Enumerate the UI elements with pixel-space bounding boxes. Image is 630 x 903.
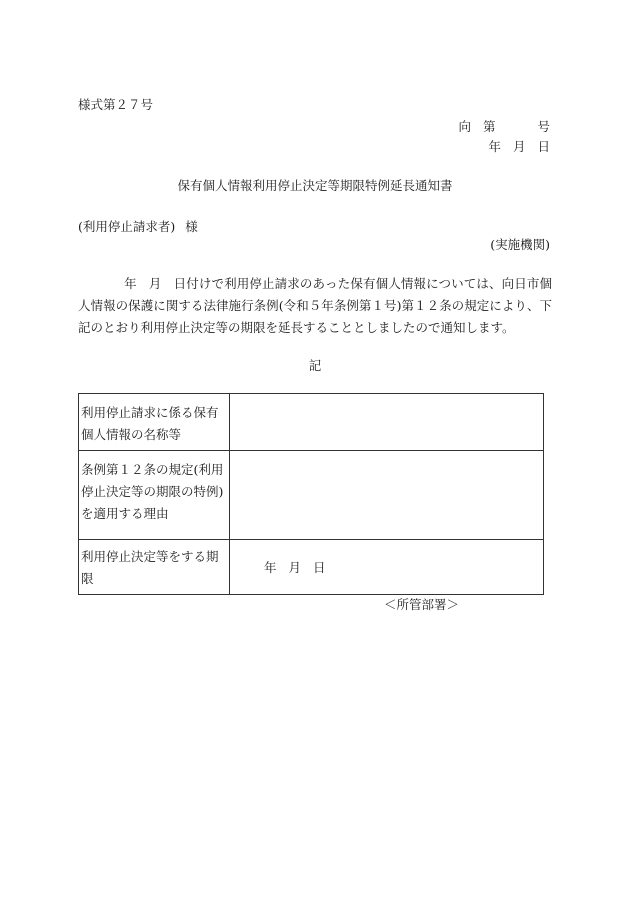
document-title: 保有個人情報利用停止決定等期限特例延長通知書 <box>177 178 453 193</box>
ki-heading: 記 <box>308 358 322 373</box>
sender: (実施機関) <box>490 237 550 252</box>
details-table <box>78 393 544 595</box>
doc-number-dai: 第 <box>482 119 496 134</box>
notice-body <box>78 273 552 339</box>
document-number <box>458 118 550 136</box>
body-text: 日付けで利用停止請求のあった保有個人情報については、向日市個人情報の保護に関する法律施行条例(令和５年条例第１号)第１２条の規定により、下記のとおり利用停止決定等の期限を延長することとしましたので通知します。 <box>78 276 552 335</box>
document-date <box>488 138 550 156</box>
doc-date-year: 年 <box>488 139 501 154</box>
doc-date-day: 日 <box>537 139 550 154</box>
doc-number-go: 号 <box>537 119 550 134</box>
doc-date-month: 月 <box>512 139 526 154</box>
table-row <box>79 540 544 595</box>
addressee-name: (利用停止請求者) <box>78 219 176 234</box>
row-value-date <box>230 540 544 595</box>
row-label: 利用停止請求に係る保有個人情報の名称等 <box>79 394 230 451</box>
deadline-year: 年 <box>264 560 277 575</box>
row-value <box>230 394 544 451</box>
responsible-office: ＜所管部署＞ <box>384 597 460 612</box>
body-month: 月 <box>148 276 162 291</box>
table-row <box>79 394 544 451</box>
form-number: 様式第２７号 <box>78 97 154 112</box>
addressee-honorific: 様 <box>185 219 198 234</box>
deadline-month: 月 <box>288 560 302 575</box>
row-value <box>230 451 544 540</box>
body-year: 年 <box>124 276 137 291</box>
row-label: 条例第１２条の規定(利用停止決定等の期限の特例)を適用する理由 <box>79 451 230 540</box>
deadline-day: 日 <box>313 560 326 575</box>
doc-number-prefix: 向 <box>458 119 471 134</box>
addressee <box>78 218 198 236</box>
table-row <box>79 451 544 540</box>
row-label: 利用停止決定等をする期限 <box>79 540 230 595</box>
